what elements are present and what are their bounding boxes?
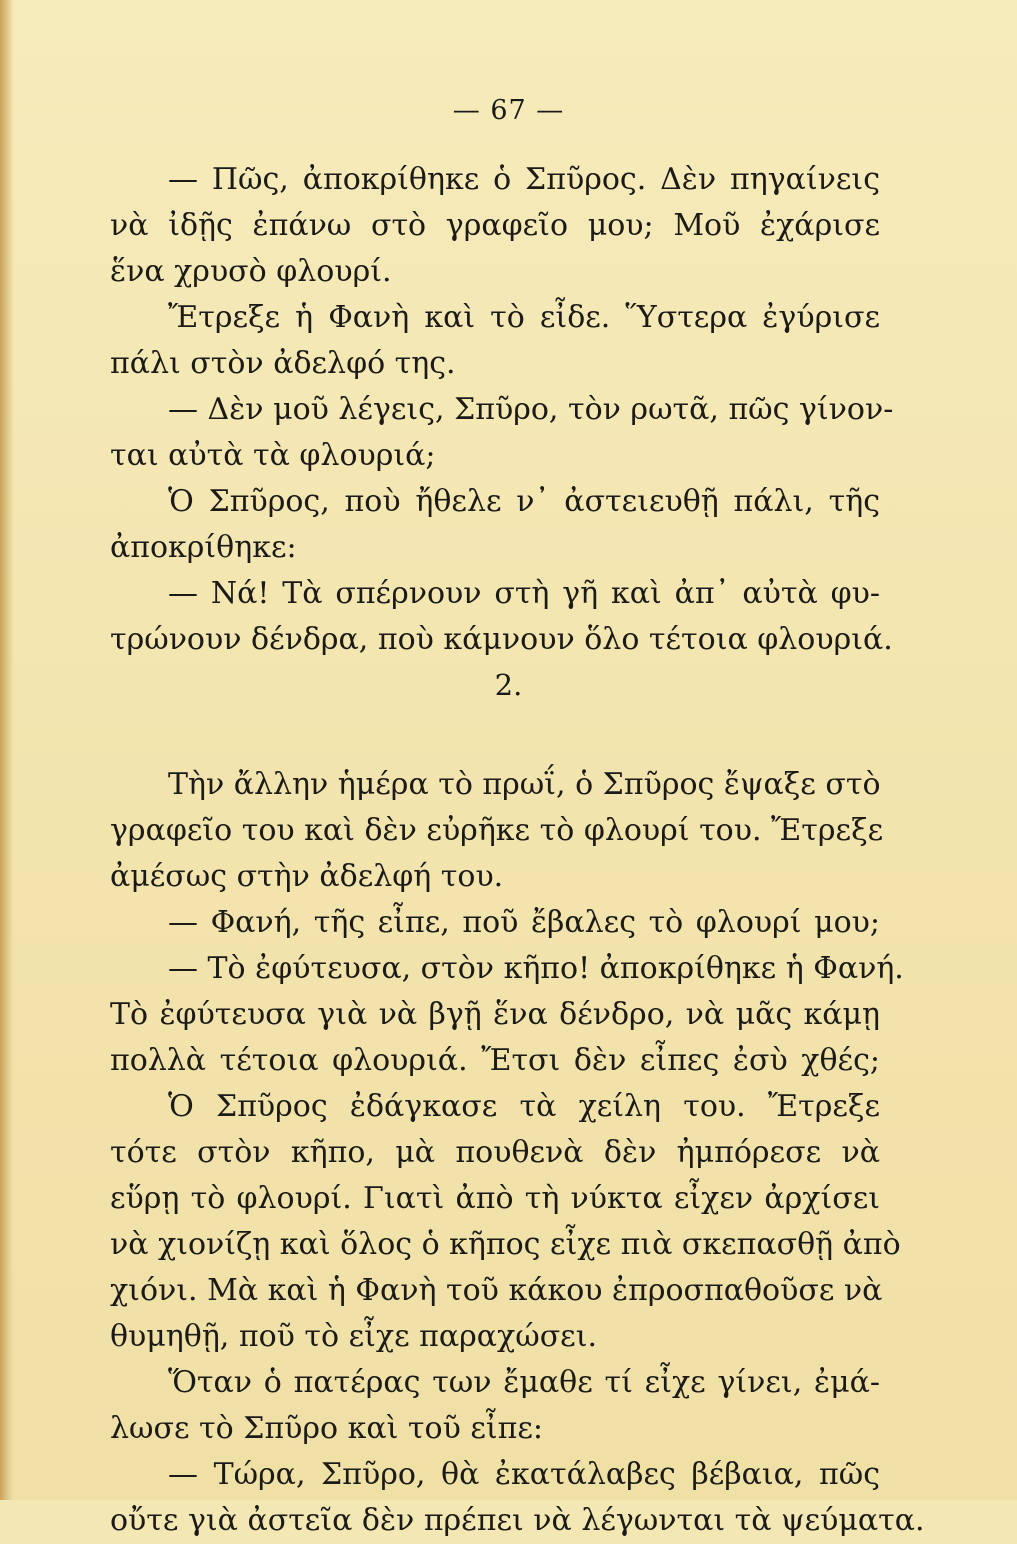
text-line: ται αὐτὰ τὰ φλουριά; xyxy=(110,438,436,473)
text-line: τρώνουν δένδρα, ποὺ κάμνουν ὅλο τέτοια φλουριά. xyxy=(110,622,893,657)
text-block-2 xyxy=(110,762,925,1544)
text-line: ἕνα χρυσὸ φλουρί. xyxy=(110,254,392,289)
text-line: θυμηθῇ, ποῦ τὸ εἶχε παραχώσει. xyxy=(110,1319,598,1354)
text-line: — Φανή, τῆς εἶπε, ποῦ ἔβαλες τὸ φλουρί μου; xyxy=(168,905,880,940)
section-number: 2. xyxy=(494,668,523,702)
text-line: — Νά! Τὰ σπέρνουν στὴ γῆ καὶ ἀπ᾽ αὐτὰ φυ- xyxy=(168,576,880,611)
text-line: νὰ χιονίζῃ καὶ ὅλος ὁ κῆπος εἶχε πιὰ σκεπασθῇ ἀπὸ xyxy=(110,1227,901,1262)
text-line: γραφεῖο του καὶ δὲν εὐρῆκε τὸ φλουρί του. Ἔτρεξε xyxy=(110,813,884,848)
text-block-1 xyxy=(110,157,894,663)
text-line: οὔτε γιὰ ἀστεῖα δὲν πρέπει νὰ λέγωνται τὰ ψεύματα. xyxy=(110,1503,925,1538)
text-line: Ὅταν ὁ πατέρας των ἔμαθε τί εἶχε γίνει, ἐμά- xyxy=(168,1365,880,1400)
text-line: — Τὸ ἐφύτευσα, στὸν κῆπο! ἀποκρίθηκε ἡ Φανή. xyxy=(168,951,904,986)
text-line: — Πῶς, ἀποκρίθηκε ὁ Σπῦρος. Δὲν πηγαίνεις xyxy=(168,162,880,197)
text-line: Ὁ Σπῦρος, ποὺ ἤθελε ν᾽ ἀστειευθῇ πάλι, τῆς xyxy=(168,484,880,519)
text-line: τότε στὸν κῆπο, μὰ πουθενὰ δὲν ἠμπόρεσε νὰ xyxy=(110,1135,880,1170)
text-line: Ὁ Σπῦρος ἐδάγκασε τὰ χείλη του. Ἔτρεξε xyxy=(168,1089,880,1124)
text-line: χιόνι. Μὰ καὶ ἡ Φανὴ τοῦ κάκου ἐπροσπαθοῦσε νὰ xyxy=(110,1273,883,1308)
text-line: πάλι στὸν ἀδελφό της. xyxy=(110,346,456,381)
text-line: — Τώρα, Σπῦρο, θὰ ἐκατάλαβες βέβαια, πῶς xyxy=(168,1457,880,1492)
page-binding-edge xyxy=(0,0,14,1500)
text-line: ἀμέσως στὴν ἀδελφή του. xyxy=(110,859,504,894)
page-number: — 67 — xyxy=(452,95,565,126)
text-line: Ἔτρεξε ἡ Φανὴ καὶ τὸ εἶδε. Ὕστερα ἐγύρισε xyxy=(168,300,880,335)
text-line: ἀποκρίθηκε: xyxy=(110,530,297,565)
text-line: — Δὲν μοῦ λέγεις, Σπῦρο, τὸν ρωτᾶ, πῶς γίνον- xyxy=(168,392,894,427)
text-line: Τὸ ἐφύτευσα γιὰ νὰ βγῇ ἕνα δένδρο, νὰ μᾶς κάμῃ xyxy=(110,997,880,1032)
text-line: πολλὰ τέτοια φλουριά. Ἔτσι δὲν εἶπες ἐσὺ χθές; xyxy=(110,1043,880,1078)
text-line: Τὴν ἄλλην ἡμέρα τὸ πρωΐ, ὁ Σπῦρος ἔψαξε στὸ xyxy=(168,767,881,802)
text-line: εὕρῃ τὸ φλουρί. Γιατὶ ἀπὸ τὴ νύκτα εἶχεν ἀρχίσει xyxy=(110,1181,880,1216)
text-line: λωσε τὸ Σπῦρο καὶ τοῦ εἶπε: xyxy=(110,1411,544,1446)
text-line: νὰ ἰδῇς ἐπάνω στὸ γραφεῖο μου; Μοῦ ἐχάρισε xyxy=(110,208,880,243)
